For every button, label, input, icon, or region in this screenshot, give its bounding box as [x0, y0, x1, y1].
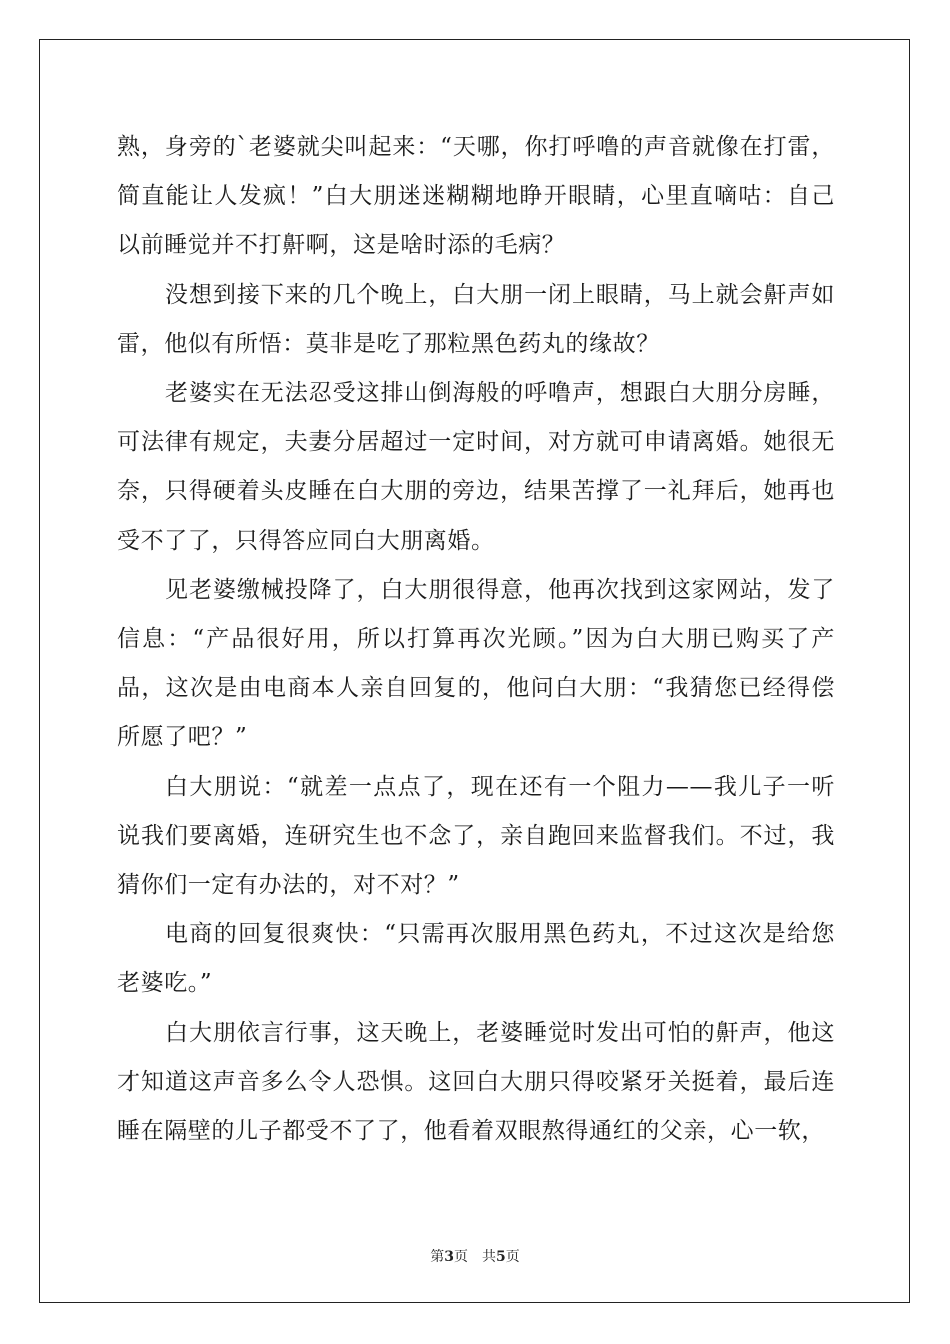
total-suffix: 页: [505, 1249, 520, 1265]
page-suffix: 页: [454, 1249, 468, 1265]
page-footer: [0, 1246, 950, 1266]
document-body: [117, 123, 835, 1156]
page-current-number: 3: [444, 1249, 454, 1265]
paragraph-2: 没想到接下来的几个晚上，白大朋一闭上眼睛，马上就会鼾声如雷，他似有所悟：莫非是吃了那粒黑色药丸的缘故？: [117, 281, 835, 357]
page-total-number: 5: [496, 1249, 506, 1265]
paragraph-6: 电商的回复很爽快：“只需再次服用黑色药丸，不过这次是给您老婆吃。”: [117, 921, 835, 997]
total-prefix: 共: [482, 1249, 496, 1265]
paragraph-3: 老婆实在无法忍受这排山倒海般的呼噜声，想跟白大朋分房睡，可法律有规定，夫妻分居超过一定时间，对方就可申请离婚。她很无奈，只得硬着头皮睡在白大朋的旁边，结果苦撑了一礼拜后，她再也受不了了，只得答应同白大朋离婚。: [117, 380, 835, 554]
paragraph-4: 见老婆缴械投降了，白大朋很得意，他再次找到这家网站，发了信息：“产品很好用，所以打算再次光顾。”因为白大朋已购买了产品，这次是由电商本人亲自回复的，他问白大朋：“我猜您已经得偿所愿了吧？”: [117, 576, 835, 751]
paragraph-5: 白大朋说：“就差一点点了，现在还有一个阻力——我儿子一听说我们要离婚，连研究生也不念了，亲自跑回来监督我们。不过，我猜你们一定有办法的，对不对？”: [117, 773, 835, 899]
page-prefix: 第: [430, 1249, 445, 1265]
paragraph-1: 熟，身旁的`老婆就尖叫起来：“天哪，你打呼噜的声音就像在打雷，简直能让人发疯！”白大朋迷迷糊糊地睁开眼睛，心里直嘀咕：自己以前睡觉并不打鼾啊，这是啥时添的毛病？: [117, 134, 835, 259]
paragraph-7: 白大朋依言行事，这天晚上，老婆睡觉时发出可怕的鼾声，他这才知道这声音多么令人恐惧。这回白大朋只得咬紧牙关挺着，最后连睡在隔壁的儿子都受不了了，他看着双眼熬得通红的父亲，心一软，: [117, 1019, 835, 1145]
